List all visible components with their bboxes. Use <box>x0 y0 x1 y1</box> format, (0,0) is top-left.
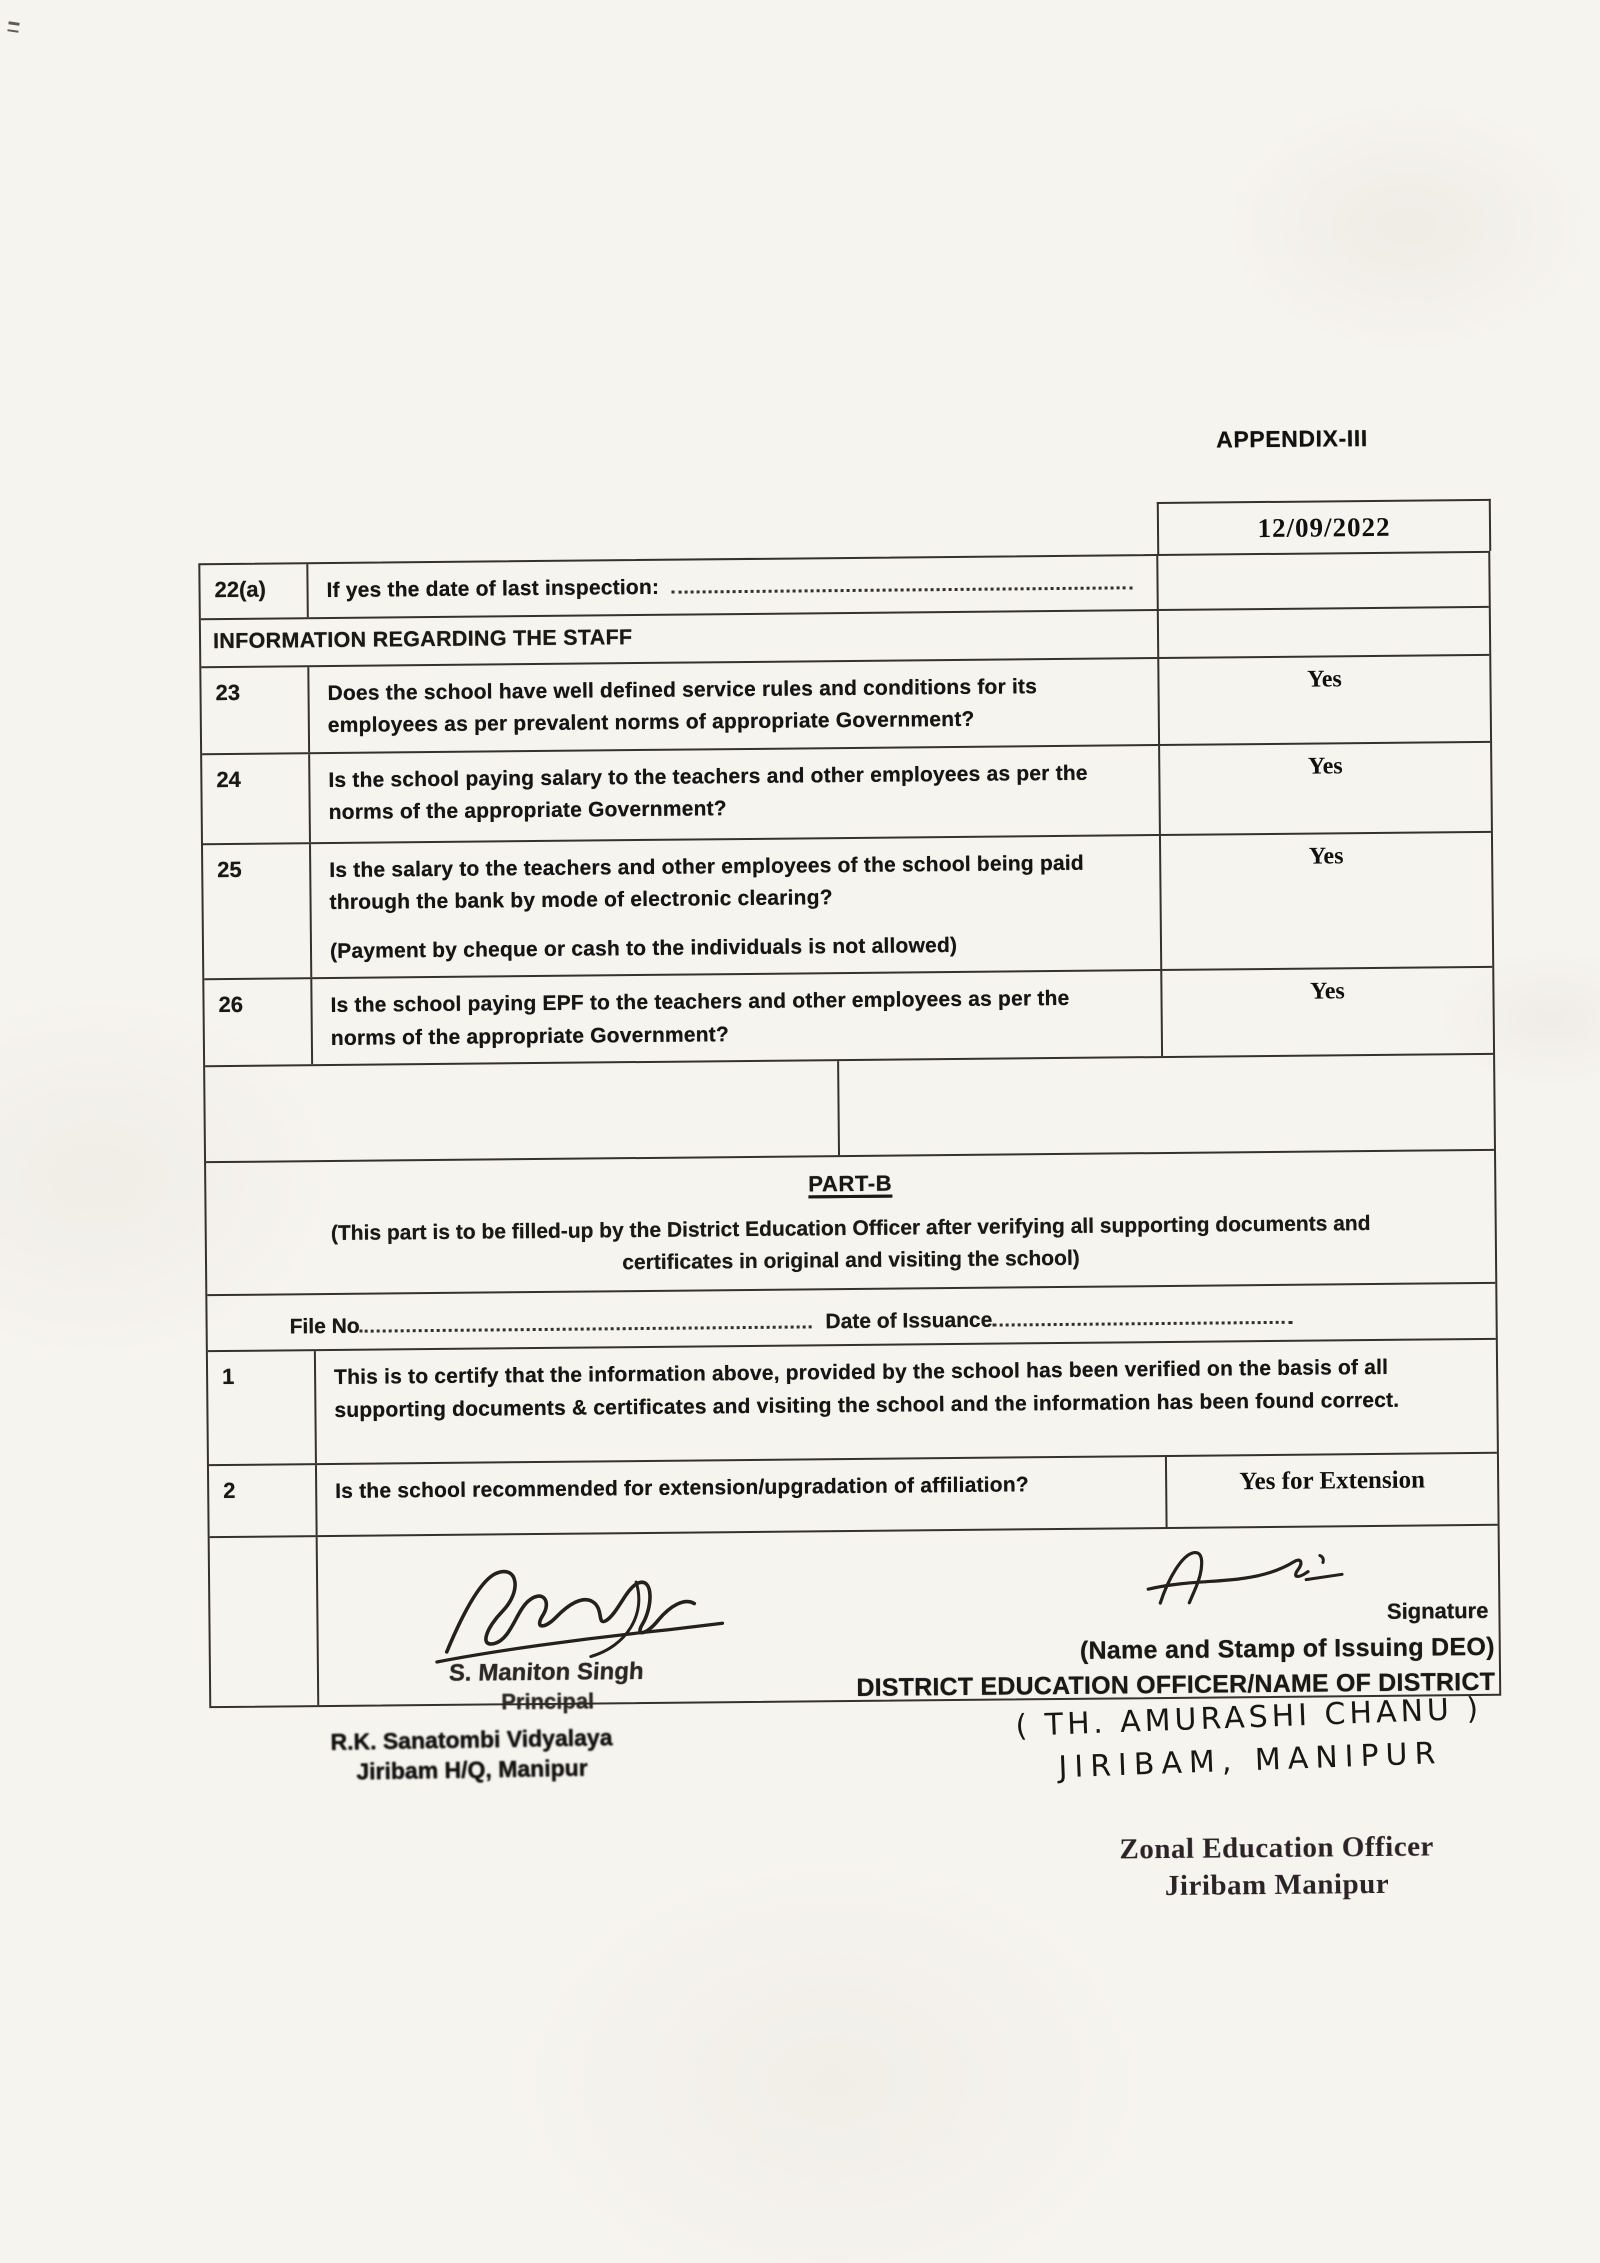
deo-handwritten-location: JIRIBAM, MANIPUR <box>1057 1736 1443 1786</box>
question-cell <box>310 746 1159 842</box>
question-cell <box>312 971 1161 1064</box>
question-text: Is the school paying EPF to the teachers and other employees as per the norms of the appropriate Government? <box>330 987 1070 1050</box>
answer-cell <box>1158 742 1491 833</box>
row-number: 25 <box>203 844 312 979</box>
form-body <box>198 499 1505 2129</box>
dotted-leader <box>671 586 1132 593</box>
answer-value: Yes for Extension <box>1239 1466 1426 1496</box>
part-b-title: PART-B <box>808 1170 893 1197</box>
certify-row <box>208 1340 1497 1466</box>
deo-handwritten-name-block <box>978 1690 1521 1788</box>
table-row-26 <box>204 968 1493 1067</box>
principal-signature-block <box>430 1558 731 1717</box>
form-table <box>198 551 1501 1715</box>
row-number: 22(a) <box>200 564 308 618</box>
row-number: 26 <box>204 979 313 1065</box>
last-inspection-date-value: 12/09/2022 <box>1157 499 1491 554</box>
principal-signature <box>430 1558 731 1669</box>
answer-cell <box>1157 655 1490 743</box>
question-text: Does the school have well defined service rules and conditions for its employees as per prevalent norms of appropriate Government? <box>327 674 1038 738</box>
question-text: Is the school paying salary to the teachers and other employees as per the norms of the appropriate Government? <box>328 761 1088 825</box>
row-number: 1 <box>208 1352 317 1465</box>
deo-signature <box>1144 1544 1355 1608</box>
question-cell <box>311 836 1160 978</box>
answer-value: Yes <box>1306 665 1342 693</box>
empty-cell <box>839 1055 1494 1155</box>
section-header-text: INFORMATION REGARDING THE STAFF <box>212 624 633 653</box>
answer-cell-empty <box>1157 607 1489 656</box>
school-name: R.K. Sanatombi Vidyalaya <box>330 1724 613 1756</box>
deo-stamp-note: (Name and Stamp of Issuing DEO) <box>1079 1633 1495 1666</box>
answer-cell <box>1160 968 1493 1056</box>
deo-signature-block <box>714 1542 1495 1704</box>
answer-value: Yes <box>1309 978 1345 1005</box>
question-note: (Payment by cheque or cash to the individuals is not allowed) <box>329 933 958 963</box>
date-of-issuance-label: Date of Issuance <box>825 1309 993 1334</box>
signature-area <box>318 1526 1500 1715</box>
file-no-label: File No <box>289 1315 360 1339</box>
part-b-heading-row <box>206 1151 1495 1296</box>
answer-value: Yes <box>1307 752 1343 780</box>
principal-title: Principal <box>501 1688 595 1715</box>
answer-cell <box>1159 832 1492 969</box>
recommend-row <box>209 1454 1498 1538</box>
empty-cell <box>205 1061 840 1161</box>
row-number: 24 <box>202 754 311 843</box>
table-row-23 <box>201 655 1490 754</box>
dotted-leader <box>992 1300 1292 1327</box>
school-location: Jiribam H/Q, Manipur <box>356 1755 588 1785</box>
school-stamp <box>301 1723 642 1788</box>
question-cell <box>308 556 1156 617</box>
table-row-25 <box>203 832 1492 980</box>
question-cell <box>309 659 1158 752</box>
row-number: 23 <box>201 667 310 753</box>
principal-name: S. Maniton Singh <box>448 1658 645 1688</box>
empty-row <box>205 1055 1494 1163</box>
certify-text-cell <box>316 1340 1497 1463</box>
signature-label: Signature <box>1386 1598 1489 1625</box>
part-b-subtitle: (This part is to be filled-up by the District Education Officer after verifying all supporting documents and certificates in original and visiting the school) <box>330 1212 1371 1275</box>
answer-value: Yes <box>1308 842 1344 870</box>
empty-number-cell <box>210 1538 320 1707</box>
zonal-education-officer-stamp <box>1077 1828 1478 1904</box>
appendix-heading: APPENDIX-III <box>1216 425 1368 453</box>
answer-cell <box>1165 1454 1498 1527</box>
below-table-area <box>209 1691 1505 2128</box>
table-row-24 <box>202 742 1491 844</box>
signature-row <box>210 1526 1500 1715</box>
question-text: Is the school recommended for extension/upgradation of affiliation? <box>335 1473 1029 1504</box>
zeo-stamp-line2: Jiribam Manipur <box>1164 1867 1390 1902</box>
certify-text: This is to certify that the information above, provided by the school has been verified on the basis of all supporting documents & certificates and visiting the school and the information has been found correct. <box>334 1356 1400 1422</box>
question-text: If yes the date of last inspection: <box>326 575 660 603</box>
deo-office-line: DISTRICT EDUCATION OFFICER/NAME OF DISTRICT <box>856 1668 1496 1703</box>
deo-handwritten-name: ( TH. AMURASHI CHANU ) <box>1014 1691 1483 1745</box>
answer-cell-empty <box>1156 553 1488 609</box>
row-number: 2 <box>209 1466 318 1537</box>
zeo-stamp-line1: Zonal Education Officer <box>1119 1830 1435 1866</box>
dotted-leader <box>359 1305 811 1333</box>
section-header-cell <box>201 611 1157 666</box>
question-cell <box>317 1457 1166 1535</box>
question-text: Is the salary to the teachers and other employees of the school being paid through the bank by mode of electronic clearing? <box>329 851 1084 915</box>
